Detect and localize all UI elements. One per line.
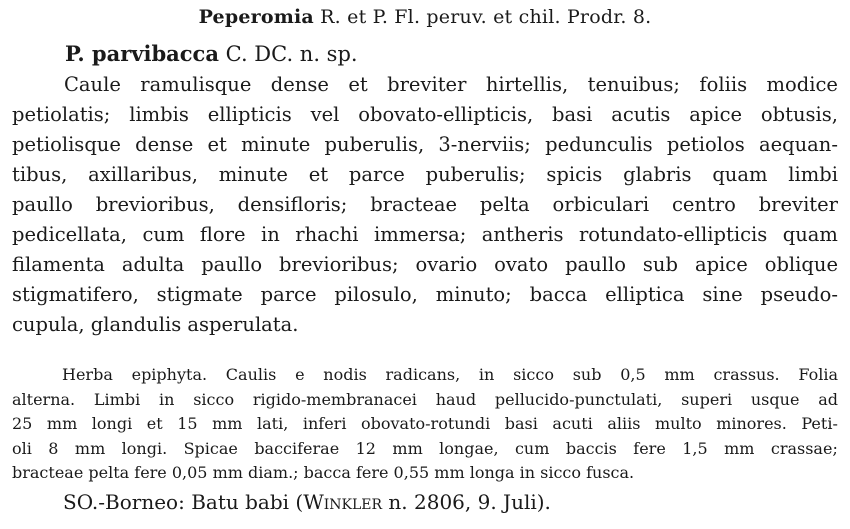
species-author: C. DC. n. sp. [218,42,358,66]
description-line: stigmatifero, stigmate parce pilosulo, minuto; bacca elliptica sine pseudo- [12,283,838,306]
description-line: filamenta adulta paullo brevioribus; ovario ovato paullo sub apice oblique [12,253,838,276]
locality-prefix: SO.-Borneo: Batu babi ( [63,490,304,514]
notes-line: 25 mm longi et 15 mm lati, inferi obovato-rotundi basi acuti aliis multo minores. Peti- [12,414,838,433]
description-line: cupula, glandulis asperulata. [12,313,299,336]
description-line: petiolatis; limbis ellipticis vel obovato-ellipticis, basi acutis apice obtusis, [12,103,838,126]
notes-line: oli 8 mm longi. Spicae bacciferae 12 mm longae, cum baccis fere 1,5 mm crassae; [12,438,838,458]
notes-line: bracteae pelta fere 0,05 mm diam.; bacca fere 0,55 mm longa in sicco fusca. [12,463,635,482]
notes-paragraph [12,363,838,486]
description-line: petiolisque dense et minute puberulis, 3-nerviis; pedunculis petiolos aequan- [12,133,838,156]
genus-header [0,6,850,28]
locality-suffix: n. 2806, 9. Juli). [382,490,551,514]
collector-name: Winkler [303,490,383,514]
description-line: pedicellata, cum flore in rhachi immersa; antheris rotundato-ellipticis quam [12,223,838,246]
species-title [65,41,358,66]
notes-line: Herba epiphyta. Caulis e nodis radicans, in sicco sub 0,5 mm crassus. Folia [62,365,838,384]
species-name: P. parvibacca [65,41,219,66]
genus-citation: R. et P. Fl. peruv. et chil. Prodr. 8. [313,6,652,28]
notes-line: alterna. Limbi in sicco rigido-membranacei haud pellucido-punctulati, superi usque ad [12,389,838,409]
latin-description [12,70,838,340]
description-line: tibus, axillaribus, minute et parce puberulis; spicis glabris quam limbi [12,163,838,186]
description-line: paullo brevioribus, densifloris; bracteae pelta orbiculari centro breviter [12,193,838,216]
description-line: Caule ramulisque dense et breviter hirtellis, tenuibus; foliis modice [64,73,838,96]
genus-name: Peperomia [198,6,314,28]
locality-line [63,490,551,514]
